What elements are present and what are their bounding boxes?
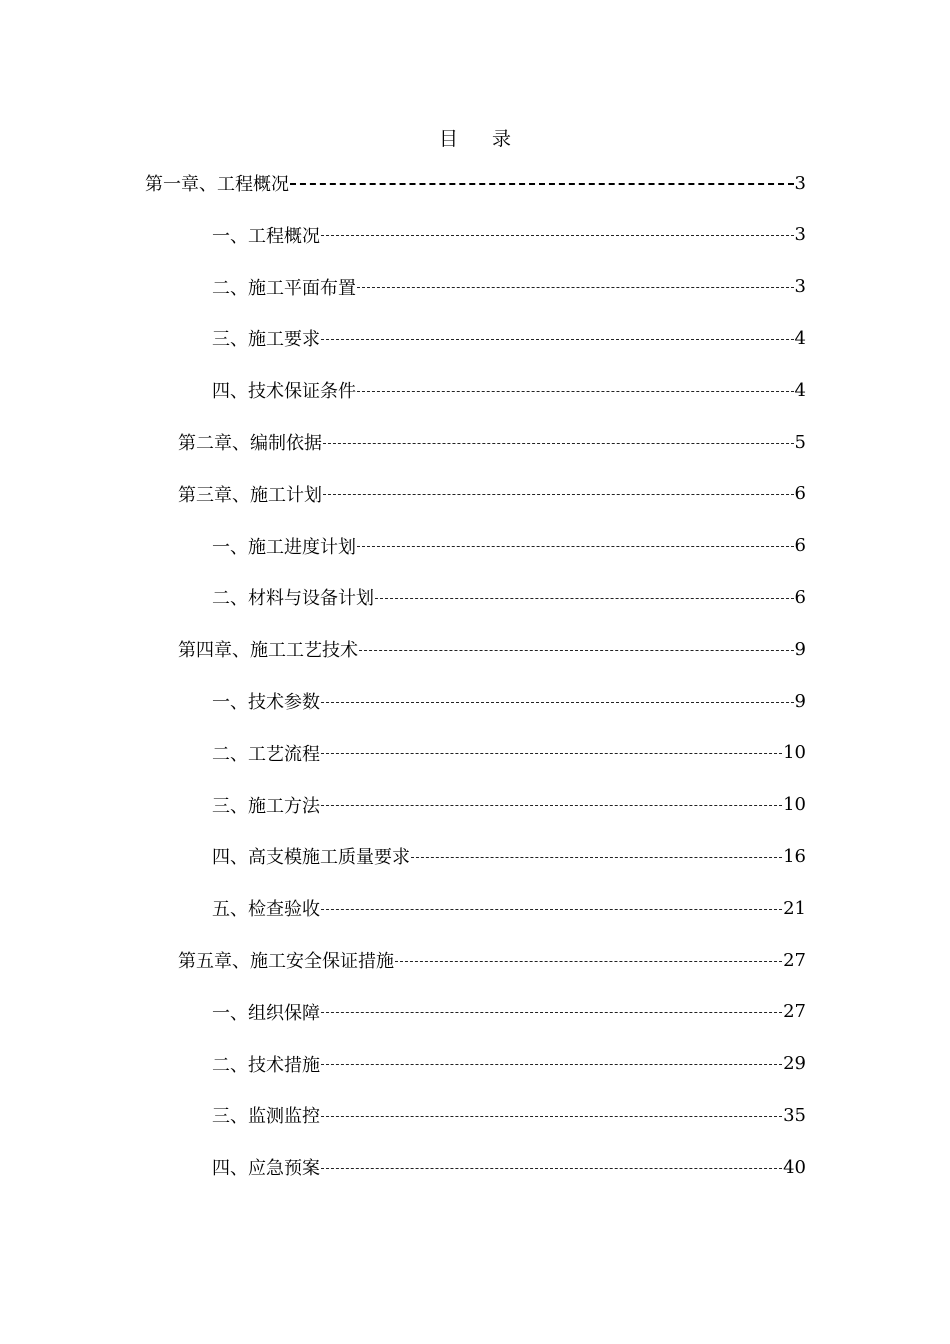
toc-entry-label: 四、高支模施工质量要求 xyxy=(212,847,410,869)
toc-entry-chapter[interactable] xyxy=(178,422,806,462)
toc-entry-section[interactable] xyxy=(212,681,806,721)
toc-entry-section[interactable] xyxy=(212,992,806,1032)
toc-entry-page-number: 3 xyxy=(794,276,806,298)
toc-entry-label: 第四章、施工工艺技术 xyxy=(178,640,358,662)
toc-entry-page-number: 4 xyxy=(794,327,806,349)
toc-entry-page-number: 3 xyxy=(794,224,806,246)
toc-entry-label: 一、工程概况 xyxy=(212,225,320,247)
toc-title: 目 录 xyxy=(438,128,526,150)
toc-leader-dashes xyxy=(321,235,794,236)
toc-leader-dashes xyxy=(357,546,794,547)
toc-leader-dashes xyxy=(321,1012,782,1013)
toc-entry-chapter[interactable] xyxy=(178,940,806,980)
toc-entry-label: 五、检查验收 xyxy=(212,899,320,921)
toc-leader-dashes xyxy=(321,909,782,910)
toc-leader-dashes xyxy=(359,650,794,651)
toc-entry-page-number: 16 xyxy=(783,845,806,867)
toc-leader-dashes xyxy=(321,702,794,703)
toc-entry-label: 四、应急预案 xyxy=(212,1158,320,1180)
toc-entry-section[interactable] xyxy=(212,318,806,358)
toc-leader-dashes xyxy=(321,805,782,806)
toc-entry-label: 第二章、编制依据 xyxy=(178,433,322,454)
toc-entry-section[interactable] xyxy=(212,267,806,307)
toc-entry-label: 一、施工进度计划 xyxy=(212,536,356,558)
toc-entry-section[interactable] xyxy=(212,733,806,773)
toc-leader-dashes xyxy=(375,598,794,599)
toc-entry-label: 三、施工要求 xyxy=(212,329,320,351)
toc-entry-section[interactable] xyxy=(212,526,806,566)
toc-entry-page-number: 9 xyxy=(794,638,806,660)
toc-leader-dashes xyxy=(323,443,794,444)
toc-entry-page-number: 3 xyxy=(794,172,806,194)
toc-leader-dashes xyxy=(290,183,794,185)
toc-entry-section[interactable] xyxy=(212,785,806,825)
toc-entry-label: 三、监测监控 xyxy=(212,1106,320,1128)
toc-entry-page-number: 9 xyxy=(794,690,806,712)
toc-leader-dashes xyxy=(321,1116,782,1117)
toc-entry-page-number: 6 xyxy=(794,535,806,557)
toc-entry-page-number: 4 xyxy=(794,379,806,401)
toc-entry-page-number: 10 xyxy=(783,794,806,816)
toc-entry-label: 一、技术参数 xyxy=(212,692,320,713)
toc-entry-label: 四、技术保证条件 xyxy=(212,381,356,403)
toc-entry-page-number: 21 xyxy=(783,897,806,919)
toc-entry-section[interactable] xyxy=(212,370,806,410)
toc-entry-label: 第一章、工程概况 xyxy=(145,174,289,195)
toc-entry-label: 第五章、施工安全保证措施 xyxy=(178,951,394,972)
toc-entry-section[interactable] xyxy=(212,215,806,255)
toc-leader-dashes xyxy=(321,339,794,340)
toc-entry-section[interactable] xyxy=(212,1044,806,1084)
toc-entry-section[interactable] xyxy=(212,888,806,928)
toc-entry-label: 三、施工方法 xyxy=(212,795,320,817)
toc-entry-page-number: 10 xyxy=(783,742,806,764)
toc-leader-dashes xyxy=(395,961,782,962)
toc-entry-label: 二、材料与设备计划 xyxy=(212,588,374,610)
toc-entry-label: 二、工艺流程 xyxy=(212,743,320,765)
toc-leader-dashes xyxy=(357,391,794,392)
toc-entry-label: 二、施工平面布置 xyxy=(212,277,356,299)
toc-leader-dashes xyxy=(323,494,794,495)
toc-leader-dashes xyxy=(411,857,782,858)
toc-entry-page-number: 27 xyxy=(783,1001,806,1023)
toc-entry-chapter[interactable] xyxy=(178,474,806,514)
toc-leader-dashes xyxy=(357,287,794,288)
toc-entry-section[interactable] xyxy=(212,1095,806,1135)
toc-entry-page-number: 27 xyxy=(783,949,806,971)
toc-entry-page-number: 40 xyxy=(783,1156,806,1178)
toc-entry-section[interactable] xyxy=(212,836,806,876)
toc-entry-page-number: 6 xyxy=(794,483,806,505)
toc-leader-dashes xyxy=(321,1168,782,1169)
toc-entry-label: 第三章、施工计划 xyxy=(178,484,322,506)
toc-entry-page-number: 29 xyxy=(783,1053,806,1075)
toc-leader-dashes xyxy=(321,753,782,754)
toc-entry-section[interactable] xyxy=(212,577,806,617)
toc-entry-page-number: 35 xyxy=(783,1104,806,1126)
toc-entry-page-number: 6 xyxy=(794,586,806,608)
toc-entry-label: 一、组织保障 xyxy=(212,1002,320,1024)
toc-entry-chapter[interactable] xyxy=(178,629,806,669)
toc-entry-chapter[interactable] xyxy=(145,163,806,203)
toc-leader-dashes xyxy=(321,1064,782,1065)
toc-entry-label: 二、技术措施 xyxy=(212,1054,320,1076)
toc-entry-section[interactable] xyxy=(212,1147,806,1187)
toc-entry-page-number: 5 xyxy=(794,431,806,453)
